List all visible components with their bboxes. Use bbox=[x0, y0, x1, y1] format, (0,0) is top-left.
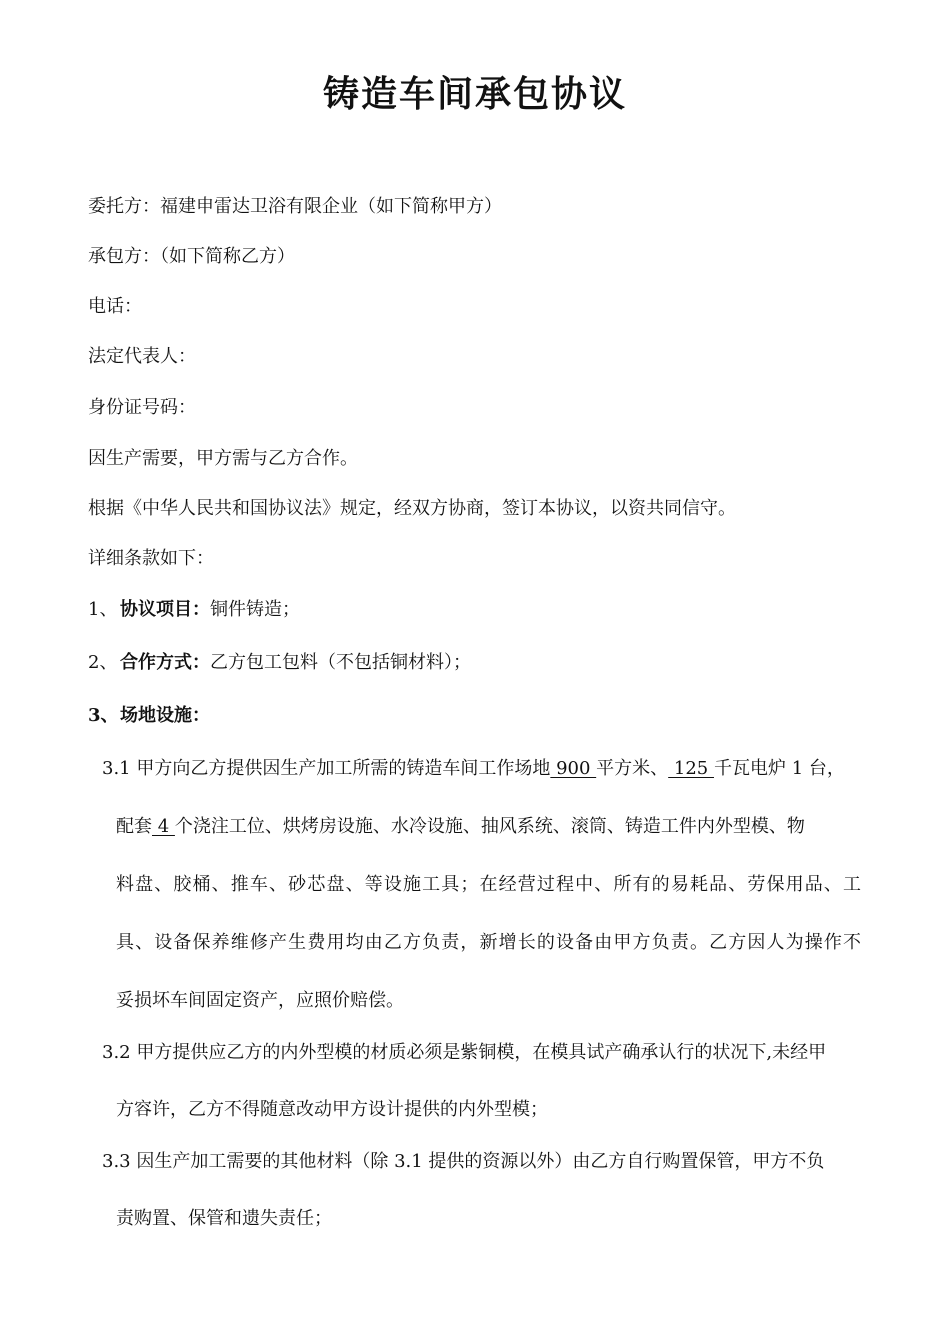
stations-value: 4 bbox=[152, 816, 175, 837]
client-line: 委托方：福建申雷达卫浴有限企业（如下简称甲方） bbox=[88, 196, 502, 217]
text-segment: 料盘、胶桶、推车、砂芯盘、等设施工具；在经营过程中、所有的易耗品、劳保用品、工 bbox=[116, 874, 861, 895]
contractor-line: 承包方：（如下简称乙方） bbox=[88, 246, 295, 267]
clause-text: 铜件铸造； bbox=[210, 599, 300, 620]
clause-3-3-line-1: 3.3 因生产加工需要的其他材料（除 3.1 提供的资源以外）由乙方自行购置保管，甲方不负 bbox=[102, 1151, 825, 1172]
clause-3-1-line-1 bbox=[102, 756, 845, 782]
clause-number: 3、 bbox=[88, 705, 119, 726]
intro-reason: 因生产需要，甲方需与乙方合作。 bbox=[88, 448, 358, 469]
text-segment: 千瓦电炉 1 台， bbox=[713, 758, 845, 779]
clause-heading: 场地设施： bbox=[120, 705, 210, 726]
clause-3-1-line-5: 妥损坏车间固定资产，应照价赔偿。 bbox=[116, 990, 404, 1011]
power-value: 125 bbox=[668, 758, 714, 779]
text-segment: 配套 bbox=[116, 816, 152, 837]
clause-heading: 协议项目： bbox=[120, 599, 210, 620]
intro-details: 详细条款如下： bbox=[88, 548, 214, 569]
intro-basis: 根据《中华人民共和国协议法》规定，经双方协商，签订本协议，以资共同信守。 bbox=[88, 498, 736, 519]
clause-3-3-line-2: 责购置、保管和遗失责任； bbox=[116, 1208, 332, 1229]
document-title: 铸造车间承包协议 bbox=[322, 73, 627, 115]
legal-rep-line: 法定代表人： bbox=[88, 346, 196, 367]
clause-heading: 合作方式： bbox=[120, 652, 210, 673]
clause-2 bbox=[88, 650, 471, 676]
area-value: 900 bbox=[550, 758, 597, 779]
text-segment: 平方米、 bbox=[596, 758, 669, 779]
text-segment: 个浇注工位、烘烤房设施、水冷设施、抽风系统、滚筒、铸造工件内外型模、物 bbox=[174, 816, 805, 837]
clause-text: 乙方包工包料（不包括铜材料）； bbox=[210, 652, 471, 673]
clause-3-2-line-2: 方容许，乙方不得随意改动甲方设计提供的内外型模； bbox=[116, 1099, 548, 1120]
clause-3 bbox=[88, 703, 210, 729]
clause-1 bbox=[88, 597, 300, 623]
id-number-line: 身份证号码： bbox=[88, 397, 196, 418]
clause-number: 1、 bbox=[88, 599, 118, 620]
clause-3-1-line-4 bbox=[116, 930, 861, 956]
clause-3-1-line-2 bbox=[116, 814, 805, 840]
text-segment: 3.1 甲方向乙方提供因生产加工所需的铸造车间工作场地 bbox=[102, 758, 551, 779]
text-segment: 具、设备保养维修产生费用均由乙方负责，新增长的设备由甲方负责。乙方因人为操作不 bbox=[116, 932, 861, 953]
clause-number: 2、 bbox=[88, 652, 118, 673]
clause-3-2-line-1: 3.2 甲方提供应乙方的内外型模的材质必须是紫铜模，在模具试产确承认行的状况下,未经甲 bbox=[102, 1042, 827, 1063]
clause-3-1-line-3 bbox=[116, 872, 861, 898]
phone-line: 电话： bbox=[88, 296, 142, 317]
